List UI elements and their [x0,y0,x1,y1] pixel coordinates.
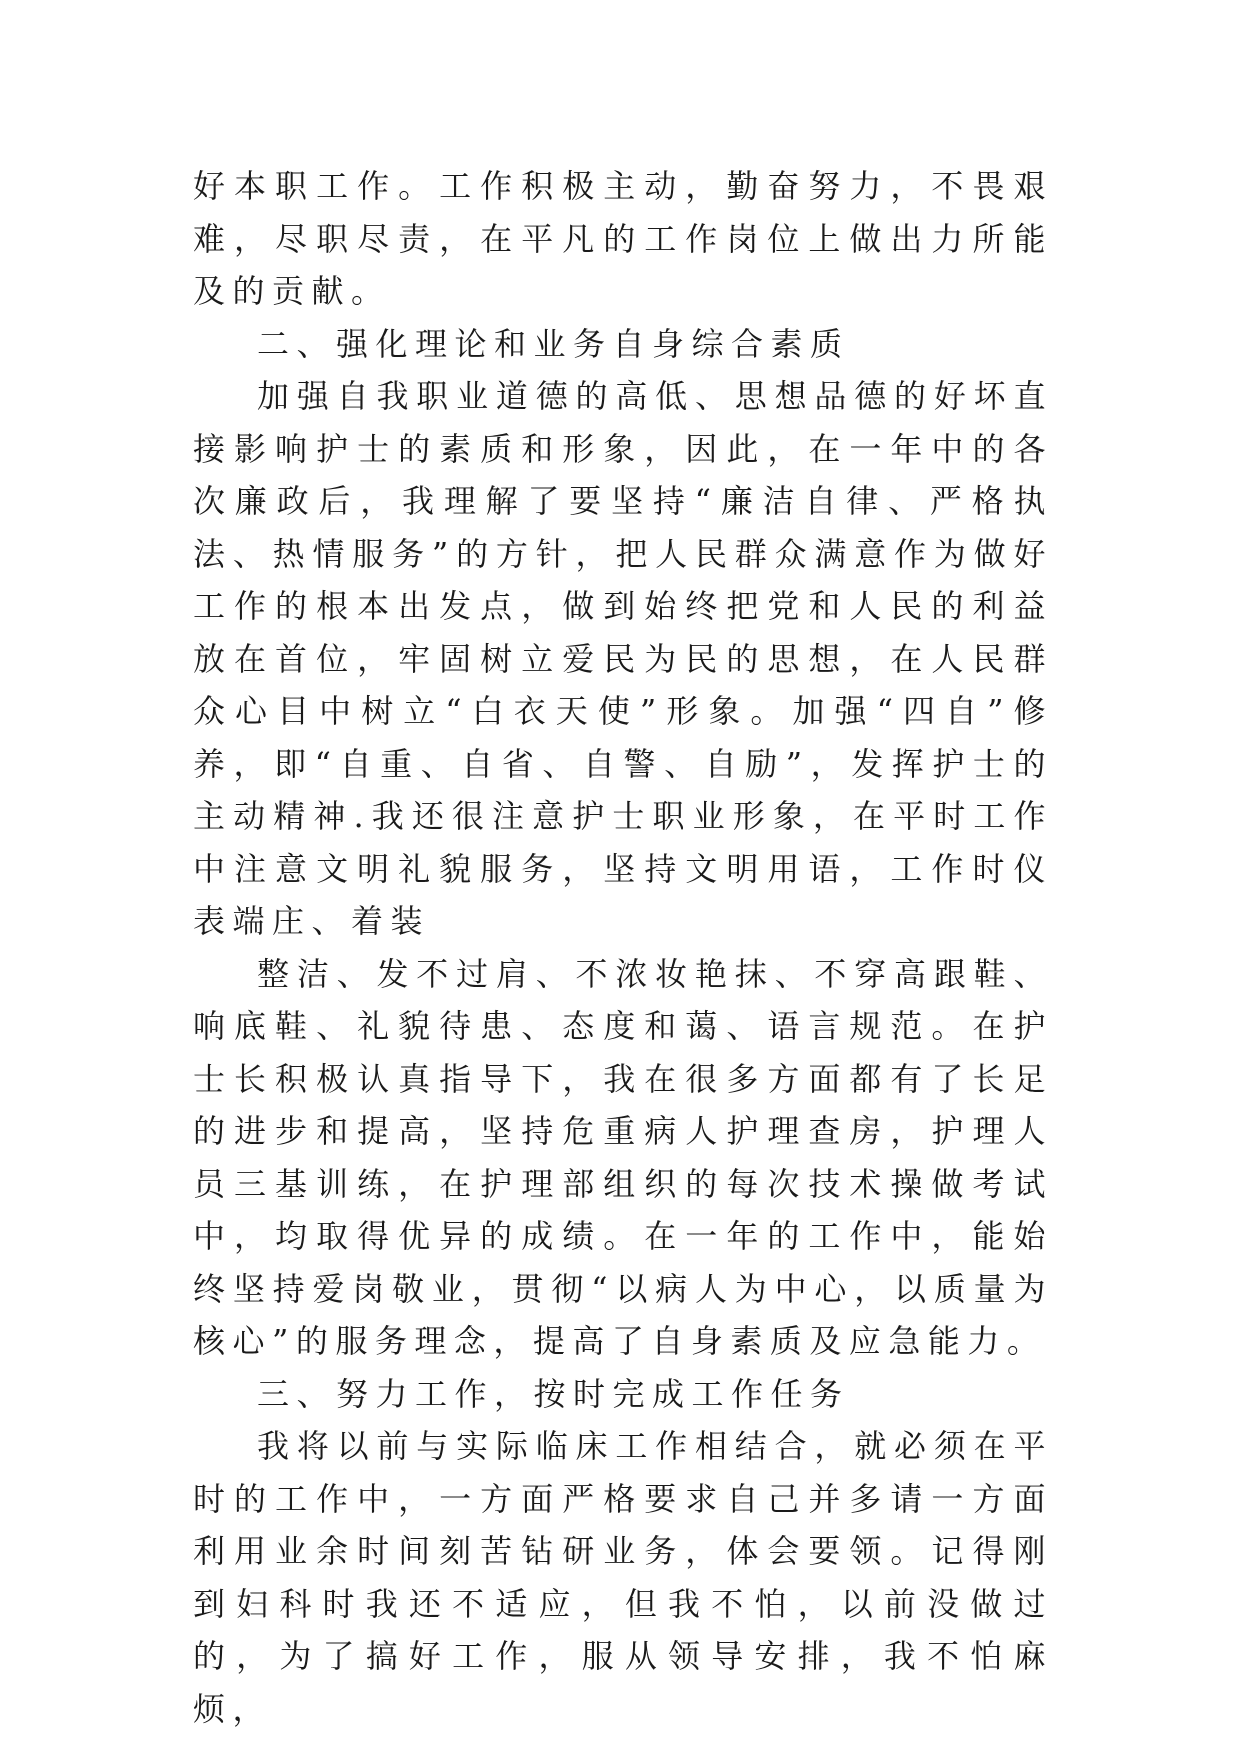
section-heading-3: 三、努力工作，按时完成工作任务 [257,1374,850,1413]
paragraph-continuation: 好本职工作。工作积极主动，勤奋努力，不畏艰难，尽职尽责，在平凡的工作岗位上做出力所能及的贡献。 [193,167,1053,310]
paragraph-appearance-and-training: 整洁、发不过肩、不浓妆艳抹、不穿高跟鞋、响底鞋、礼貌待患、态度和蔼、语言规范。在护士长积极认真指导下，我在很多方面都有了长足的进步和提高，坚持危重病人护理查房，护理人员三基训练，在护理部组织的每次技术操做考试中，均取得优异的成绩。在一年的工作中，能始终坚持爱岗敬业，贯彻“以病人为中心，以质量为核心”的服务理念，提高了自身素质及应急能力。 [193,954,1053,1360]
paragraph-professional-ethics: 加强自我职业道德的高低、思想品德的好坏直接影响护士的素质和形象，因此，在一年中的各次廉政后，我理解了要坚持“廉洁自律、严格执法、热情服务”的方针，把人民群众满意作为做好工作的根本出发点，做到始终把党和人民的利益放在首位，牢固树立爱民为民的思想，在人民群众心目中树立“白衣天使”形象。加强“四自”修养，即“自重、自省、自警、自励”，发挥护士的主动精神.我还很注意护士职业形象，在平时工作中注意文明礼貌服务，坚持文明用语，工作时仪表端庄、着装 [193,377,1053,940]
document-body [193,160,1053,1735]
paragraph-clinical-work: 我将以前与实际临床工作相结合，就必须在平时的工作中，一方面严格要求自己并多请一方面利用业余时间刻苦钻研业务，体会要领。记得刚到妇科时我还不适应，但我不怕，以前没做过的，为了搞好工作，服从领导安排，我不怕麻烦， [193,1427,1053,1728]
section-heading-2: 二、强化理论和业务自身综合素质 [257,324,850,363]
